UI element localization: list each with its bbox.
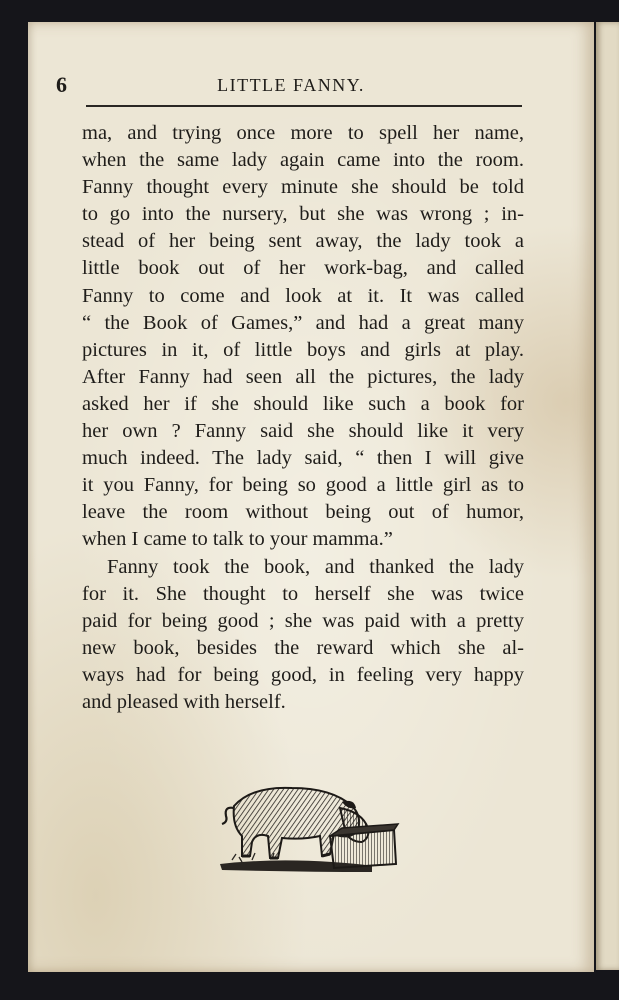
paragraph-1: [82, 120, 524, 554]
text-line: to go into the nursery, but she was wrong ; in-: [82, 203, 524, 226]
body-text: [82, 120, 524, 716]
text-line: little book out of her work-bag, and called: [82, 257, 524, 280]
page-number: 6: [56, 72, 67, 97]
text-line: ways had for being good, in feeling very happy: [82, 663, 524, 686]
text-line: when I came to talk to your mamma.”: [82, 528, 393, 551]
text-line: it you Fanny, for being so good a little girl as to: [82, 474, 524, 497]
paragraph-2: [82, 554, 524, 717]
text-line: when the same lady again came into the room.: [82, 149, 524, 172]
text-line: her own ? Fanny said she should like it very: [82, 420, 524, 443]
header-rule: [86, 105, 522, 107]
text-line: ma, and trying once more to spell her name,: [82, 122, 524, 144]
text-line: for it. She thought to herself she was twice: [82, 582, 524, 605]
text-line: Fanny thought every minute she should be told: [82, 176, 524, 199]
text-line: much indeed. The lady said, “ then I will give: [82, 447, 524, 470]
page-header: [56, 52, 526, 97]
text-line: stead of her being sent away, the lady took a: [82, 230, 524, 253]
text-line: Fanny took the book, and thanked the lady: [107, 555, 524, 578]
text-line: “ the Book of Games,” and had a great many: [82, 311, 524, 334]
text-line: asked her if she should like such a book for: [82, 392, 524, 415]
text-line: new book, besides the reward which she al-: [82, 636, 524, 659]
text-line: pictures in it, of little boys and girls at play.: [82, 338, 524, 361]
text-line: and pleased with herself.: [82, 690, 286, 713]
facing-page-edge: [596, 22, 619, 970]
text-line: paid for being good ; she was paid with a pretty: [82, 609, 524, 632]
text-line: leave the room without being out of humor,: [82, 501, 524, 524]
pig-illustration: [212, 772, 402, 882]
text-line: After Fanny had seen all the pictures, the lady: [82, 365, 524, 388]
running-title: LITTLE FANNY.: [217, 75, 365, 95]
text-line: Fanny to come and look at it. It was called: [82, 284, 524, 307]
